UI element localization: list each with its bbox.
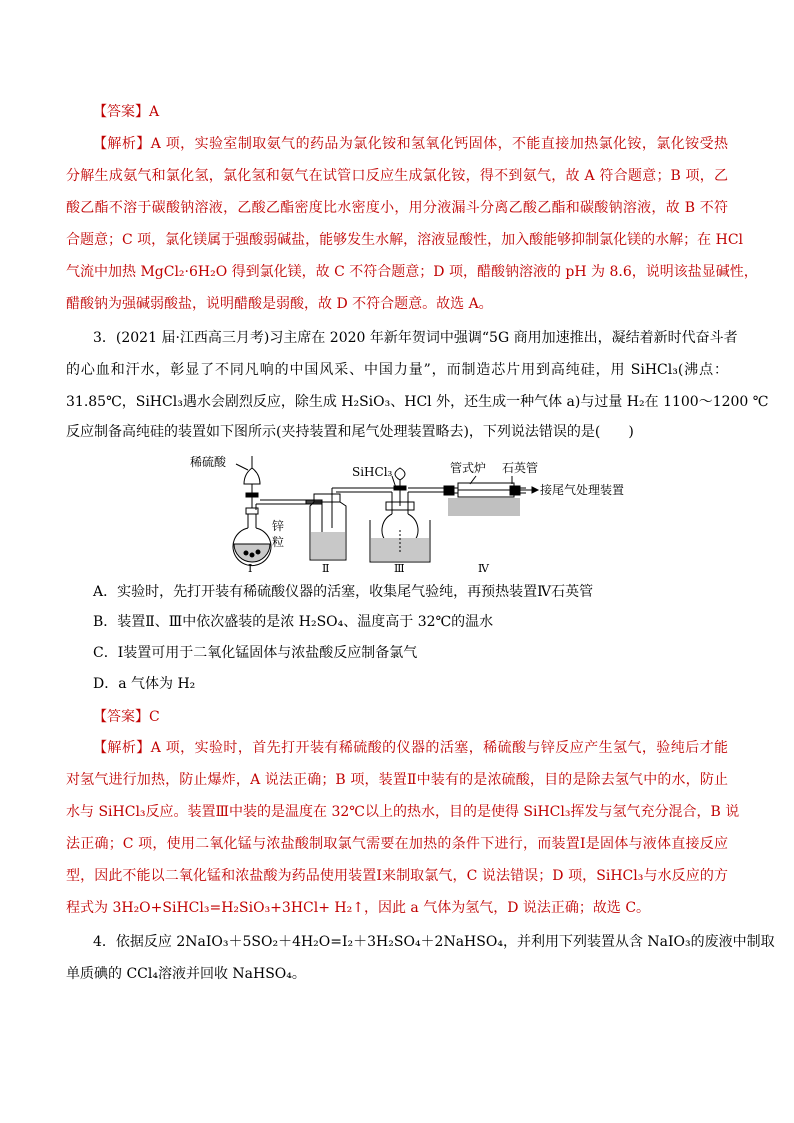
label-IV: Ⅳ [478, 562, 489, 574]
apparatus-svg [186, 450, 636, 574]
q3-answer-tag: 【答案】 [93, 709, 149, 725]
q3-option-d: D．a 气体为 H₂ [93, 676, 196, 692]
q3-option-b: B．装置Ⅱ、Ⅲ中依次盛装的是浓 H₂SO₄、温度高于 32℃的温水 [93, 614, 494, 630]
device-III-bath [370, 468, 444, 562]
q3-answer [93, 702, 728, 732]
q2-analysis-line-1: 【解析】A 项，实验室制取氨气的药品为氯化铵和氢氧化钙固体，不能直接加热氯化铵，氯化铵受热 [93, 136, 728, 152]
q2-analysis-line-4: 合题意；C 项，氯化镁属于强酸弱碱盐，能够发生水解，溶液显酸性，加入酸能够抑制氯化镁的水解；在 HCl [66, 232, 744, 248]
label-III: Ⅲ [394, 562, 405, 574]
q3-stem-line-1: 3．(2021 届·江西高三月考)习主席在 2020 年新年贺词中强调“5G 商用加速推出，凝结着新时代奋斗者 [93, 330, 738, 346]
label-tube-furnace: 管式炉 [450, 461, 487, 475]
q3-analysis-line-2: 对氢气进行加热，防止爆炸，A 说法正确；B 项，装置Ⅱ中装有的是浓硫酸，目的是除去氢气中的水，防止 [66, 772, 728, 788]
q3-analysis-line-4: 法正确；C 项，使用二氧化锰与浓盐酸制取氯气需要在加热的条件下进行，而装置Ⅰ是固体与液体直接反应 [66, 836, 728, 852]
q3-option-c: C．Ⅰ装置可用于二氧化锰固体与浓盐酸反应制备氯气 [93, 645, 418, 661]
q4-stem-line-1: 4．依据反应 2NaIO₃＋5SO₂＋4H₂O=I₂＋3H₂SO₄＋2NaHSO₄，并利用下列装置从含 NaIO₃的废液中制取 [93, 934, 775, 950]
label-zinc-1: 锌 [272, 519, 285, 533]
q2-analysis-line-3: 酸乙酯不溶于碳酸钠溶液，乙酸乙酯密度比水密度小，用分液漏斗分离乙酸乙酯和碳酸钠溶液，故 B 不符 [66, 200, 728, 216]
q2-answer-tag: 【答案】 [93, 104, 149, 120]
q2-answer [93, 97, 728, 127]
label-quartz-tube: 石英管 [502, 461, 539, 475]
q4-stem-line-2: 单质碘的 CCl₄溶液并回收 NaHSO₄。 [66, 966, 306, 982]
device-I-flask [233, 456, 306, 566]
label-zinc-2: 粒 [272, 535, 285, 549]
q3-option-a: A．实验时，先打开装有稀硫酸仪器的活塞，收集尾气验纯，再预热装置Ⅳ石英管 [93, 584, 594, 600]
q3-stem-line-4: 反应制备高纯硅的装置如下图所示(夹持装置和尾气处理装置略去)，下列说法错误的是( ) [66, 424, 634, 440]
q2-analysis-line-5: 气流中加热 MgCl₂·6H₂O 得到氯化镁，故 C 不符合题意；D 项，醋酸钠溶液的 pH 为 8.6，说明该盐显碱性， [66, 264, 758, 280]
apparatus-diagram [186, 450, 636, 574]
q3-analysis-line-5: 型，因此不能以二氧化锰和浓盐酸为药品使用装置Ⅰ来制取氯气，C 说法错误；D 项，SiHCl₃与水反应的方 [66, 868, 728, 884]
label-I: Ⅰ [248, 562, 253, 574]
q3-answer-value: C [149, 709, 160, 725]
q3-analysis-line-6: 程式为 3H₂O+SiHCl₃=H₂SiO₃+3HCl+ H₂↑，因此 a 气体为氢气，D 说法正确；故选 C。 [66, 900, 651, 916]
q3-analysis-line-3: 水与 SiHCl₃反应。装置Ⅲ中装的是温度在 32℃以上的热水，目的是使得 SiHCl₃挥发与氢气充分混合，B 说 [66, 804, 740, 820]
label-dilute-sulfuric-acid: 稀硫酸 [190, 455, 227, 469]
q2-analysis-line-6: 醋酸钠为强碱弱酸盐，说明醋酸是弱酸，故 D 不符合题意。故选 A。 [66, 296, 493, 312]
q2-analysis-tag: 【解析】 [93, 136, 151, 152]
label-tail-gas: 接尾气处理装置 [540, 483, 625, 497]
q2-answer-value: A [149, 104, 160, 120]
q2-analysis-line-2: 分解生成氨气和氯化氢，氯化氢和氨气在试管口反应生成氯化铵，得不到氨气，故 A 符合题意；B 项，乙 [66, 168, 728, 184]
acid-leader-line [236, 464, 248, 470]
q3-stem-line-3: 31.85℃，SiHCl₃遇水会剧烈反应，除生成 H₂SiO₃、HCl 外，还生成一种气体 a)与过量 H₂在 1100～1200 ℃ [66, 394, 769, 410]
label-II: Ⅱ [322, 562, 330, 574]
q3-analysis-line-1: 【解析】A 项，实验时，首先打开装有稀硫酸的仪器的活塞，稀硫酸与锌反应产生氢气，验纯后才能 [93, 740, 728, 756]
label-sihcl3: SiHCl₃ [352, 465, 393, 479]
q3-stem-line-2: 的心血和汗水，彰显了不同凡响的中国风采、中国力量”，而制造芯片用到高纯硅，用 SiHCl₃(沸点： [66, 362, 728, 378]
q3-analysis-tag: 【解析】 [93, 740, 151, 756]
